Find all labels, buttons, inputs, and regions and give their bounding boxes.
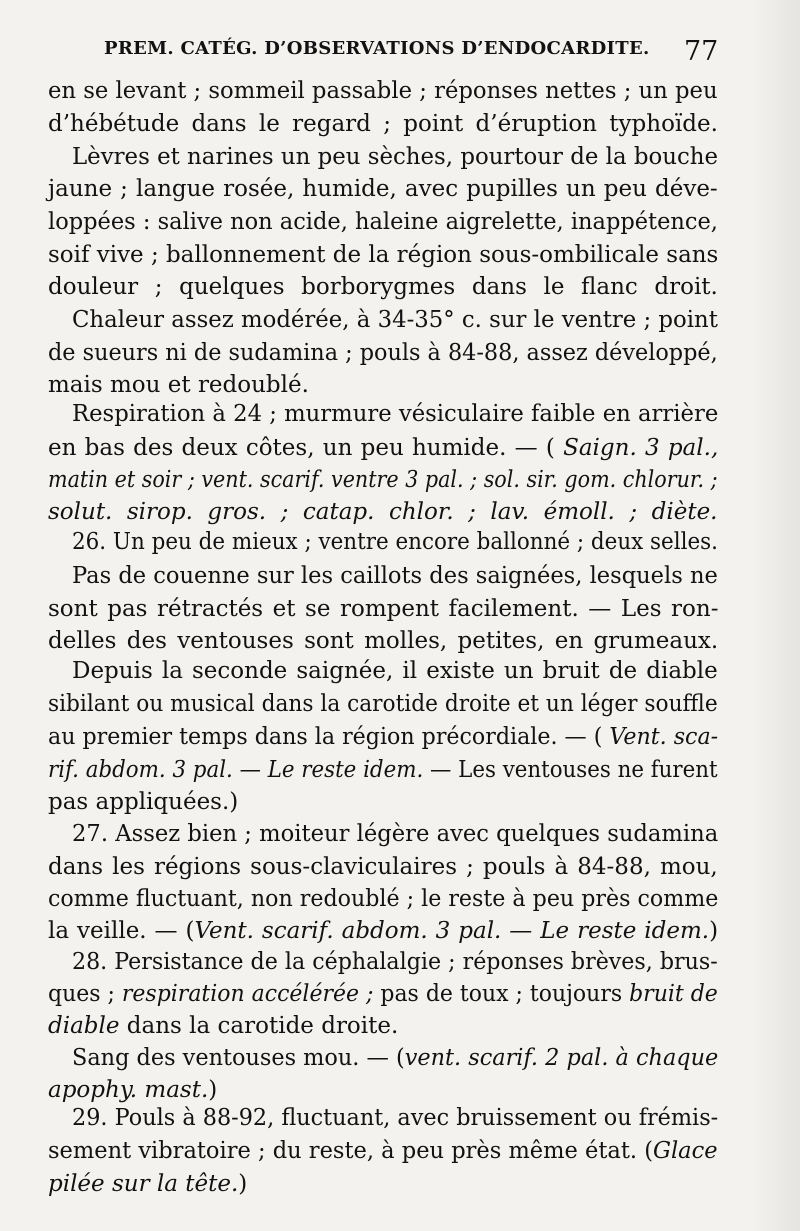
text-segment: ) — [208, 1077, 218, 1103]
page-number: 77 — [684, 36, 719, 67]
text-segment: en bas des deux côtes, un peu humide. — ( — [48, 435, 564, 461]
italic-segment: Glace — [652, 1138, 718, 1164]
text-line — [48, 1079, 217, 1102]
text-segment: dans la carotide droite. — [119, 1013, 399, 1039]
text-segment: pas de toux ; toujours — [373, 981, 630, 1007]
text-line — [48, 80, 718, 103]
text-line — [48, 342, 718, 365]
text-line — [48, 276, 718, 299]
italic-segment: Vent. sca- — [609, 724, 719, 750]
text-segment: sibilant ou musical dans la carotide droite et un léger souffle — [48, 691, 718, 717]
text-line — [72, 403, 718, 426]
text-segment: sement vibratoire ; du reste, à peu près même état. ( — [48, 1138, 653, 1164]
text-segment: d’hébétude dans le regard ; point d’éruption typhoïde. — [48, 111, 718, 137]
running-head: PREM. CATÉG. D’OBSERVATIONS D’ENDOCARDITE. — [104, 38, 650, 59]
text-line — [48, 693, 718, 716]
text-line — [48, 1173, 247, 1196]
text-line — [72, 309, 718, 332]
text-segment: soif vive ; ballonnement de la région sous-ombilicale sans — [48, 242, 719, 268]
text-line — [48, 888, 718, 911]
italic-segment: matin et soir ; vent. scarif. ventre 3 pal. ; sol. sir. gom. chlorur. ; — [48, 467, 718, 493]
text-line — [48, 983, 718, 1006]
text-line — [48, 501, 718, 524]
text-segment: ques ; — [48, 981, 122, 1007]
text-line — [48, 113, 718, 136]
italic-segment: rif. abdom. 3 pal. — Le reste idem. — [48, 757, 424, 783]
text-segment: la veille. — ( — [48, 918, 195, 944]
text-line — [72, 823, 718, 846]
text-segment: Depuis la seconde saignée, il existe un bruit de diable — [72, 658, 718, 684]
text-segment: comme fluctuant, non redoublé ; le reste à peu près comme — [48, 886, 719, 912]
text-segment: mais mou et redoublé. — [48, 372, 309, 398]
text-line — [72, 1047, 718, 1070]
text-line — [72, 660, 718, 683]
text-line — [48, 1140, 718, 1163]
text-line — [48, 791, 238, 814]
text-segment: pas appliquées.) — [48, 789, 239, 815]
text-line — [48, 598, 718, 621]
text-segment: au premier temps dans la région précordiale. — ( — [48, 724, 610, 750]
italic-segment: pilée sur la tête. — [48, 1171, 239, 1197]
text-segment: jaune ; langue rosée, humide, avec pupilles un peu déve- — [48, 176, 718, 202]
text-segment: 26. Un peu de mieux ; ventre encore ballonné ; deux selles. — [72, 529, 718, 555]
italic-segment: Saign. 3 pal., — [563, 435, 719, 461]
text-segment: de sueurs ni de sudamina ; pouls à 84-88, assez développé, — [48, 340, 718, 366]
text-segment: Chaleur assez modérée, à 34-35° c. sur le ventre ; point — [72, 307, 718, 333]
text-line — [72, 565, 718, 588]
text-line — [48, 726, 718, 749]
text-line — [48, 437, 718, 460]
text-line — [72, 146, 718, 169]
text-line — [48, 759, 718, 782]
text-segment: sont pas rétractés et se rompent facilement. — Les ron- — [48, 596, 719, 622]
text-line — [48, 211, 718, 234]
text-line — [48, 374, 309, 397]
text-segment: delles des ventouses sont molles, petites, en grumeaux. — [48, 628, 719, 654]
text-segment: ) — [238, 1171, 248, 1197]
italic-segment: solut. sirop. gros. ; catap. chlor. ; lav. émoll. ; diète. — [48, 499, 718, 525]
text-line — [48, 856, 718, 879]
text-segment: Pas de couenne sur les caillots des saignées, lesquels ne — [72, 563, 718, 589]
text-segment: 28. Persistance de la céphalalgie ; réponses brèves, brus- — [72, 949, 718, 975]
text-segment: — Les ventouses ne furent — [423, 757, 718, 783]
text-line — [72, 1107, 718, 1130]
text-segment: dans les régions sous-claviculaires ; pouls à 84-88, mou, — [48, 854, 718, 880]
text-segment: douleur ; quelques borborygmes dans le flanc droit. — [48, 274, 718, 300]
italic-segment: respiration accélérée ; — [121, 981, 374, 1007]
italic-segment: vent. scarif. 2 pal. à chaque — [404, 1045, 719, 1071]
text-segment: ) — [709, 918, 719, 944]
italic-segment: diable — [48, 1013, 120, 1039]
text-segment: Respiration à 24 ; murmure vésiculaire faible en arrière — [72, 401, 719, 427]
italic-segment: bruit de — [629, 981, 718, 1007]
text-line — [48, 920, 718, 943]
text-line — [48, 178, 718, 201]
italic-segment: apophy. mast. — [48, 1077, 209, 1103]
text-segment: en se levant ; sommeil passable ; réponses nettes ; un peu — [48, 78, 718, 104]
text-segment: Lèvres et narines un peu sèches, pourtour de la bouche — [72, 144, 719, 170]
text-segment: 27. Assez bien ; moiteur légère avec quelques sudamina — [72, 821, 719, 847]
text-line — [72, 531, 718, 554]
italic-segment: Vent. scarif. abdom. 3 pal. — Le reste idem. — [194, 918, 710, 944]
text-line — [48, 1015, 398, 1038]
text-segment: Sang des ventouses mou. — ( — [72, 1045, 405, 1071]
text-line — [48, 244, 718, 267]
text-segment: 29. Pouls à 88-92, fluctuant, avec bruissement ou frémis- — [72, 1105, 719, 1131]
text-line — [72, 951, 718, 974]
text-line — [48, 630, 718, 653]
text-line — [48, 469, 718, 492]
text-segment: loppées : salive non acide, haleine aigrelette, inappétence, — [48, 209, 718, 235]
